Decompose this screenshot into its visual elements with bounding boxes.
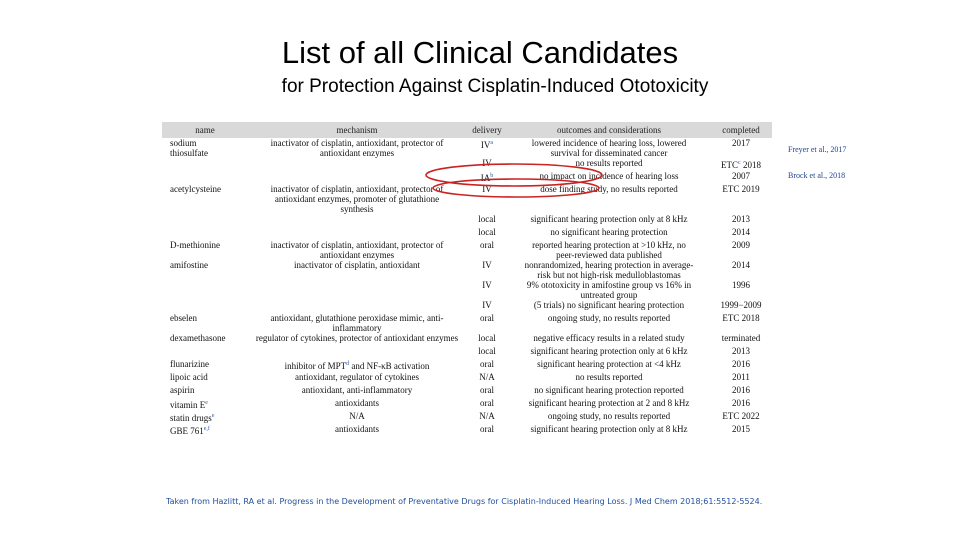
- cell-delivery: oral: [480, 385, 494, 395]
- cell-completed: 2007: [732, 171, 750, 181]
- table-row: [162, 214, 772, 227]
- cell-mechanism: [248, 300, 466, 313]
- cell-completed: ETC 2022: [722, 411, 760, 421]
- cell-name: [162, 280, 248, 300]
- cell-delivery: oral: [480, 313, 494, 323]
- cell-outcomes: reported hearing protection at >10 kHz, no peer-reviewed data published: [532, 240, 686, 260]
- cell-name: vitamin $E^e$: [170, 400, 208, 410]
- cell-outcomes: 9% ototoxicity in amifostine group vs 16% in untreated group: [526, 280, 692, 300]
- cell-delivery: IV: [482, 184, 492, 194]
- cell-name: lipoic acid: [170, 372, 208, 382]
- cell-completed: 1996: [732, 280, 750, 290]
- table-body: [162, 138, 772, 437]
- cell-completed: 2013: [732, 346, 750, 356]
- header-name: name: [162, 122, 248, 138]
- cell-completed: ETC 2019: [722, 184, 760, 194]
- reference-brock: Brock et al., 2018: [788, 171, 846, 180]
- cell-delivery: N/A: [479, 411, 495, 421]
- cell-name: ebselen: [170, 313, 197, 323]
- cell-name: [162, 158, 248, 171]
- reference-freyer: Freyer et al., 2017: [788, 145, 847, 154]
- cell-name: [162, 214, 248, 227]
- cell-mechanism: inactivator of cisplatin, antioxidant, protector of antioxidant enzymes: [270, 240, 444, 260]
- footnote-marker: e: [205, 400, 208, 406]
- cell-name: sodium thiosulfate: [170, 138, 208, 158]
- cell-outcomes: significant hearing protection only at 6 kHz: [530, 346, 688, 356]
- cell-outcomes: ongoing study, no results reported: [547, 313, 671, 323]
- slide-title: List of all Clinical Candidates: [281, 35, 679, 70]
- cell-mechanism: antioxidants: [335, 398, 379, 408]
- cell-completed: 2011: [732, 372, 750, 382]
- cell-delivery: oral: [480, 359, 494, 369]
- source-citation: Taken from Hazlitt, RA et al. Progress in the Development of Preventative Drugs for Cisplatin-Induced Hearing Loss. J Med Chem 2018;61:5512-5524.: [166, 497, 763, 506]
- cell-mechanism: antioxidants: [335, 424, 379, 434]
- cell-delivery: local: [478, 227, 496, 237]
- cell-delivery: $IA^b$: [480, 173, 494, 183]
- table-row: [162, 184, 772, 214]
- table-row: [162, 398, 772, 411]
- cell-completed: 2013: [732, 214, 750, 224]
- cell-completed: terminated: [721, 333, 761, 343]
- cell-delivery: oral: [480, 240, 494, 250]
- cell-mechanism: inactivator of cisplatin, antioxidant, protector of antioxidant enzymes: [270, 138, 444, 158]
- cell-name: aspirin: [170, 385, 195, 395]
- cell-outcomes: lowered incidence of hearing loss, lowered survival for disseminated cancer: [531, 138, 687, 158]
- footnote-marker: a: [490, 140, 494, 146]
- table-row: [162, 411, 772, 424]
- cell-outcomes: no impact on incidence of hearing loss: [539, 171, 679, 181]
- cell-name: [162, 227, 248, 240]
- cell-name: acetylcysteine: [170, 184, 221, 194]
- cell-mechanism: inactivator of cisplatin, antioxidant, protector of antioxidant enzymes, promoter of glutathione synthesis: [270, 184, 444, 214]
- table-row: [162, 300, 772, 313]
- cell-completed: 2009: [732, 240, 750, 250]
- cell-outcomes: significant hearing protection only at 8 kHz: [530, 214, 688, 224]
- table-row: [162, 424, 772, 437]
- cell-name: D-methionine: [170, 240, 220, 250]
- cell-name: flunarizine: [170, 359, 209, 369]
- cell-completed: 2017: [732, 138, 750, 148]
- cell-delivery: IV: [482, 158, 492, 168]
- header-mechanism: mechanism: [248, 122, 466, 138]
- cell-completed: 2015: [732, 424, 750, 434]
- cell-mechanism: antioxidant, glutathione peroxidase mimic, anti- inflammatory: [270, 313, 444, 333]
- cell-name: [162, 300, 248, 313]
- table-row: [162, 346, 772, 359]
- table-row: [162, 227, 772, 240]
- cell-completed: 2014: [732, 260, 750, 270]
- cell-name: amifostine: [170, 260, 208, 270]
- table-row: [162, 260, 772, 280]
- cell-completed: 2014: [732, 227, 750, 237]
- cell-delivery: IV: [482, 280, 492, 290]
- cell-outcomes: (5 trials) no significant hearing protection: [533, 300, 685, 310]
- table-row: [162, 158, 772, 171]
- cell-completed: ETC$^c$ 2018: [721, 160, 761, 170]
- cell-mechanism: N/A: [349, 411, 365, 421]
- cell-completed: 2016: [732, 398, 750, 408]
- header-delivery: delivery: [466, 122, 508, 138]
- cell-delivery: N/A: [479, 372, 495, 382]
- table-row: [162, 313, 772, 333]
- cell-outcomes: no results reported: [575, 158, 643, 168]
- cell-mechanism: inactivator of cisplatin, antioxidant: [294, 260, 420, 270]
- cell-name: GBE 761$^{e,f}$: [170, 426, 210, 436]
- cell-outcomes: no significant hearing protection reported: [534, 385, 684, 395]
- cell-mechanism: [248, 214, 466, 227]
- cell-outcomes: no significant hearing protection: [550, 227, 668, 237]
- cell-outcomes: significant hearing protection at <4 kHz: [537, 359, 681, 369]
- cell-mechanism: [248, 158, 466, 171]
- table-row: [162, 240, 772, 260]
- cell-outcomes: no results reported: [575, 372, 643, 382]
- cell-delivery: oral: [480, 424, 494, 434]
- table-row: [162, 280, 772, 300]
- cell-completed: 1999−2009: [720, 300, 762, 310]
- candidates-table: [162, 122, 772, 437]
- cell-mechanism: antioxidant, regulator of cytokines: [295, 372, 419, 382]
- cell-outcomes: nonrandomized, hearing protection in average- risk but not high-risk medulloblastomas: [524, 260, 694, 280]
- cell-name: [162, 346, 248, 359]
- cell-mechanism: [248, 346, 466, 359]
- cell-outcomes: negative efficacy results in a related study: [533, 333, 685, 343]
- cell-delivery: IV: [482, 300, 492, 310]
- cell-completed: 2016: [732, 359, 750, 369]
- table-row: [162, 333, 772, 346]
- table-header-row: [162, 122, 772, 138]
- cell-mechanism: [248, 171, 466, 184]
- cell-mechanism: [248, 227, 466, 240]
- footnote-marker: e,f: [203, 426, 210, 432]
- cell-outcomes: ongoing study, no results reported: [547, 411, 671, 421]
- cell-outcomes: significant hearing protection only at 8 kHz: [530, 424, 688, 434]
- cell-completed: ETC 2018: [722, 313, 760, 323]
- cell-mechanism: antioxidant, anti-inflammatory: [301, 385, 413, 395]
- footnote-marker: e: [211, 413, 215, 419]
- cell-delivery: local: [478, 214, 496, 224]
- cell-name: statin drugs$^e$: [170, 413, 215, 423]
- slide-subtitle: for Protection Against Cisplatin-Induced Ototoxicity: [281, 76, 709, 97]
- cell-delivery: oral: [480, 398, 494, 408]
- cell-completed: 2016: [732, 385, 750, 395]
- table-row: [162, 359, 772, 372]
- cell-delivery: local: [478, 346, 496, 356]
- header-completed: completed: [710, 122, 772, 138]
- footnote-marker: b: [490, 173, 494, 179]
- cell-outcomes: dose finding study, no results reported: [540, 184, 678, 194]
- table-row: [162, 385, 772, 398]
- cell-delivery: IV: [482, 260, 492, 270]
- cell-name: dexamethasone: [170, 333, 226, 343]
- table-row: [162, 372, 772, 385]
- table-row: [162, 171, 772, 184]
- cell-name: [162, 171, 248, 184]
- cell-outcomes: significant hearing protection at 2 and 8 kHz: [528, 398, 690, 408]
- cell-mechanism: [248, 280, 466, 300]
- cell-delivery: $IV^a$: [480, 140, 494, 150]
- cell-delivery: local: [478, 333, 496, 343]
- cell-mechanism: regulator of cytokines, protector of antioxidant enzymes: [255, 333, 459, 343]
- footnote-marker: d: [346, 361, 350, 367]
- table-row: [162, 138, 772, 158]
- cell-mechanism: inhibitor of MPT$^d$ and NF-κB activation: [284, 361, 430, 371]
- footnote-marker: c: [738, 160, 741, 166]
- header-outcomes: outcomes and considerations: [508, 122, 710, 138]
